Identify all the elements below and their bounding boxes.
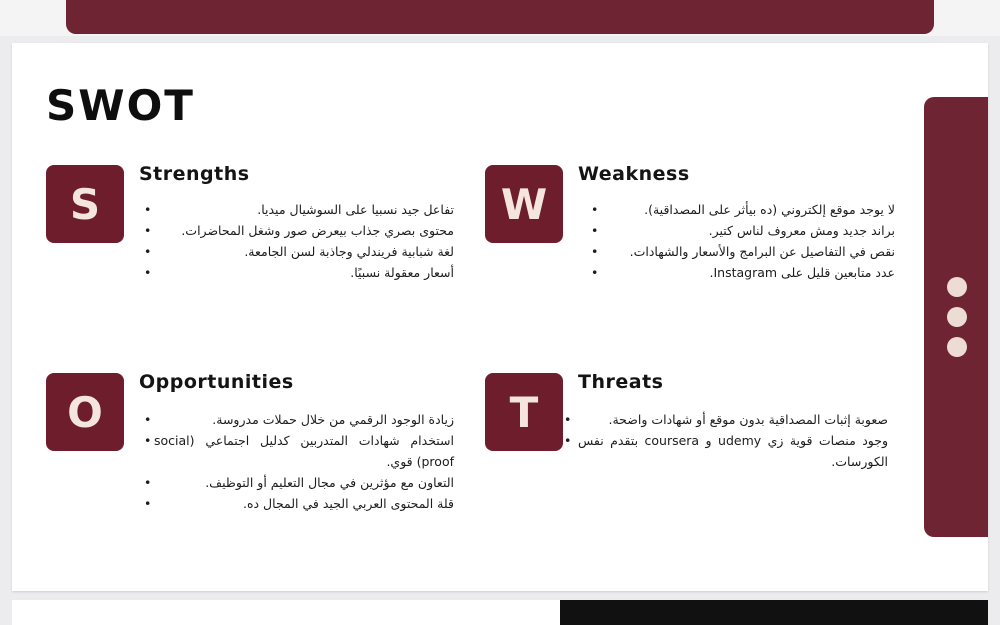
list-item: محتوى بصري جذاب بيعرض صور وشغل المحاضرات. • xyxy=(154,220,454,241)
list-item: صعوبة إثبات المصداقية بدون موقع أو شهادات واضحة. • xyxy=(578,409,888,430)
list-item: لغة شبابية فريندلي وجاذبة لسن الجامعة. • xyxy=(154,241,454,262)
previous-slide-banner xyxy=(66,0,934,34)
list-item: قلة المحتوى العربي الجيد في المجال ده. • xyxy=(154,493,454,514)
strengths-title: Strengths xyxy=(139,163,250,185)
weakness-title: Weakness xyxy=(578,163,690,185)
threats-letter-badge: T xyxy=(485,373,563,451)
next-slide-dark-block xyxy=(560,600,988,625)
list-item: براند جديد ومش معروف لناس كتير. • xyxy=(601,220,895,241)
opportunities-letter-badge: O xyxy=(46,373,124,451)
list-item: التعاون مع مؤثرين في مجال التعليم أو التوظيف. • xyxy=(154,472,454,493)
opportunities-title: Opportunities xyxy=(139,371,294,393)
side-decorative-panel xyxy=(924,97,988,537)
threats-list xyxy=(578,409,888,472)
list-item: وجود منصات قوية زي udemy و coursera بتقدم نفس الكورسات. • xyxy=(578,430,888,472)
decorative-dot-icon xyxy=(947,337,967,357)
strengths-list xyxy=(154,199,454,283)
opportunities-list xyxy=(154,409,454,514)
strengths-letter-badge: S xyxy=(46,165,124,243)
list-item: استخدام شهادات المتدربين كدليل اجتماعي (social proof) قوي. • xyxy=(154,430,454,472)
list-item: زيادة الوجود الرقمي من خلال حملات مدروسة. • xyxy=(154,409,454,430)
threats-title: Threats xyxy=(578,371,664,393)
list-item: تفاعل جيد نسبيا على السوشيال ميديا. • xyxy=(154,199,454,220)
weakness-list xyxy=(601,199,895,283)
swot-slide xyxy=(12,43,988,591)
decorative-dot-icon xyxy=(947,277,967,297)
list-item: لا يوجد موقع إلكتروني (ده بيأثر على المصداقية). • xyxy=(601,199,895,220)
weakness-letter-badge: W xyxy=(485,165,563,243)
list-item: عدد متابعين قليل على Instagram. • xyxy=(601,262,895,283)
list-item: أسعار معقولة نسبيًا. • xyxy=(154,262,454,283)
page-title: SWOT xyxy=(46,81,195,130)
decorative-dot-icon xyxy=(947,307,967,327)
list-item: نقص في التفاصيل عن البرامج والأسعار والشهادات. • xyxy=(601,241,895,262)
